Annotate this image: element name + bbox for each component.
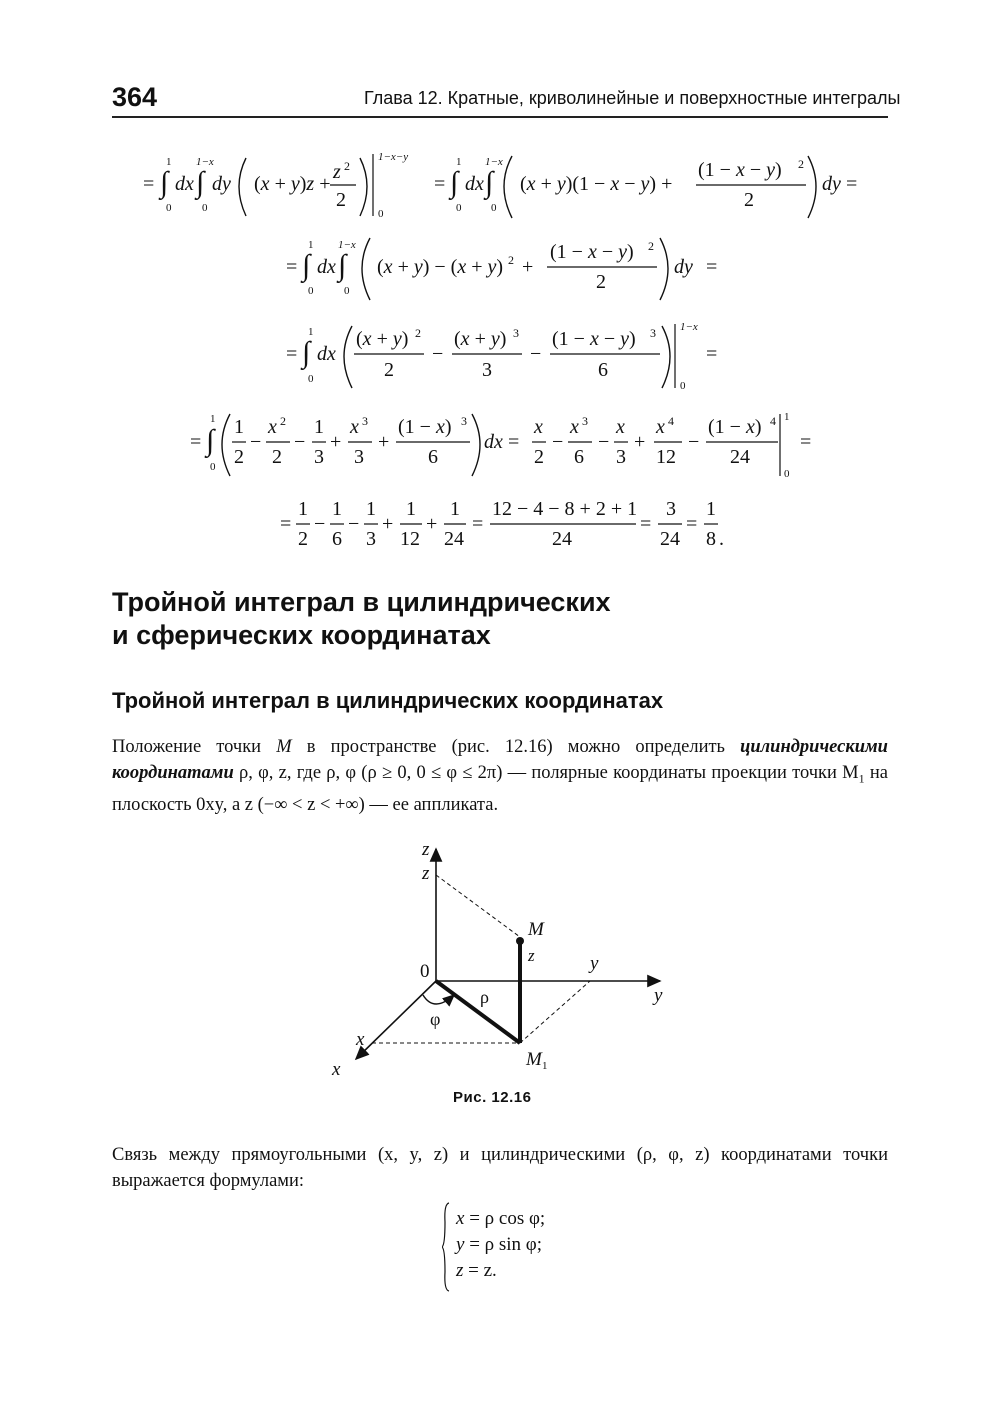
svg-text:y: y (590, 953, 599, 974)
svg-text:−: − (348, 513, 360, 535)
svg-text:+: + (522, 256, 534, 278)
svg-text:6: 6 (574, 446, 584, 468)
svg-text:24: 24 (552, 528, 572, 550)
svg-text:1: 1 (366, 498, 376, 520)
formula-y: y = ρ sin φ; (456, 1234, 543, 1255)
svg-text:+: + (634, 431, 646, 453)
svg-text:=: = (286, 343, 298, 365)
svg-text:3: 3 (362, 414, 368, 428)
svg-text:dx: dx (317, 256, 336, 278)
svg-text:∫: ∫ (206, 424, 215, 457)
header-rule (112, 116, 888, 118)
svg-text:12: 12 (400, 528, 420, 550)
svg-text:3: 3 (366, 528, 376, 550)
svg-text:0: 0 (308, 285, 314, 297)
svg-text:(1 − x): (1 − x) (398, 416, 452, 438)
svg-text:8: 8 (706, 528, 716, 550)
page-number: 364 (112, 82, 158, 112)
svg-text:dx: dx (484, 431, 503, 453)
svg-text:2: 2 (596, 271, 606, 293)
svg-text:3: 3 (666, 498, 676, 520)
svg-text:3: 3 (461, 414, 467, 428)
svg-text:=: = (706, 256, 718, 278)
svg-text:−: − (294, 431, 306, 453)
svg-text:−: − (598, 431, 610, 453)
svg-text:−: − (432, 343, 444, 365)
system-brace (442, 1202, 450, 1292)
svg-text:1: 1 (166, 156, 172, 168)
svg-text:2: 2 (534, 446, 544, 468)
svg-text:∫: ∫ (338, 249, 347, 282)
svg-text:z: z (528, 946, 535, 965)
svg-text:=: = (640, 513, 652, 535)
svg-text:0: 0 (166, 202, 172, 214)
svg-text:∫: ∫ (196, 166, 205, 199)
svg-text:(x + y): (x + y) (356, 328, 409, 350)
svg-text:−: − (314, 513, 326, 535)
svg-text:1: 1 (314, 416, 324, 438)
svg-text:1−x: 1−x (196, 156, 214, 168)
svg-text:0: 0 (420, 961, 430, 982)
svg-text:4: 4 (770, 414, 776, 428)
svg-text:x: x (534, 416, 543, 438)
svg-text:(1 − x − y): (1 − x − y) (552, 328, 636, 350)
svg-text:2: 2 (798, 157, 804, 171)
svg-text:0: 0 (378, 208, 384, 220)
svg-text:M: M (526, 1049, 542, 1070)
svg-text:24: 24 (660, 528, 680, 550)
svg-text:x: x (350, 416, 359, 438)
svg-text:0: 0 (680, 380, 686, 392)
equation-line-3 (286, 321, 717, 392)
svg-text:24: 24 (730, 446, 750, 468)
formula-z: z = z. (456, 1260, 497, 1281)
svg-text:=: = (472, 513, 484, 535)
svg-text:∫: ∫ (302, 336, 311, 369)
figure-cylindrical-coordinates (320, 835, 680, 1085)
svg-text:z: z (422, 839, 430, 860)
svg-text:−: − (530, 343, 542, 365)
svg-text:dy: dy (822, 173, 841, 195)
svg-text:x: x (570, 416, 579, 438)
svg-text:dx: dx (317, 343, 336, 365)
svg-text:∫: ∫ (160, 166, 169, 199)
svg-text:x: x (268, 416, 277, 438)
equation-line-5 (280, 498, 724, 550)
svg-text:(1 − x): (1 − x) (708, 416, 762, 438)
svg-text:2: 2 (744, 189, 754, 211)
running-header: Глава 12. Кратные, криволинейные и поверхностные интегралы (364, 88, 901, 108)
coordinate-system-formulas (446, 1206, 545, 1284)
paragraph-relation: Связь между прямоугольными (x, y, z) и цилиндрическими (ρ, φ, z) координатами точки выражается формулами: (112, 1145, 888, 1191)
svg-text:(1 − x − y): (1 − x − y) (550, 241, 634, 263)
svg-text:0: 0 (491, 202, 497, 214)
svg-text:1: 1 (234, 416, 244, 438)
svg-text:3: 3 (513, 326, 519, 340)
paragraph-cylindrical-definition: Положение точки M в пространстве (рис. 12.16) можно определить цилиндрическими координатами ρ, φ, z, где ρ, φ (ρ ≥ 0, 0 ≤ φ ≤ 2π) — полярные координаты проекции точки $M_1$ на плоскость 0xy, а z (−∞ < z < +∞) — ее аппликата. (112, 737, 888, 815)
svg-text:2: 2 (344, 159, 350, 173)
svg-text:0: 0 (210, 461, 216, 473)
svg-text:24: 24 (444, 528, 464, 550)
svg-text:2: 2 (336, 189, 346, 211)
x-axis (356, 981, 436, 1059)
svg-text:x: x (356, 1029, 365, 1050)
svg-text:1: 1 (210, 413, 216, 425)
point-m (516, 937, 524, 945)
svg-text:6: 6 (428, 446, 438, 468)
svg-text:1: 1 (450, 498, 460, 520)
svg-text:dy: dy (674, 256, 693, 278)
svg-text:−: − (552, 431, 564, 453)
svg-text:3: 3 (616, 446, 626, 468)
svg-text:1: 1 (332, 498, 342, 520)
svg-text:0: 0 (344, 285, 350, 297)
svg-text:12 − 4 − 8 + 2 + 1: 12 − 4 − 8 + 2 + 1 (492, 498, 638, 520)
svg-text:2: 2 (648, 239, 654, 253)
svg-text:∫: ∫ (485, 166, 494, 199)
svg-text:2: 2 (415, 326, 421, 340)
svg-text:2: 2 (280, 414, 286, 428)
equation-line-1 (143, 151, 857, 220)
svg-text:6: 6 (598, 359, 608, 381)
svg-text:1: 1 (784, 411, 790, 423)
svg-text:12: 12 (656, 446, 676, 468)
svg-text:1: 1 (542, 1060, 548, 1072)
svg-text:3: 3 (482, 359, 492, 381)
svg-text:4: 4 (668, 414, 674, 428)
equation-line-4 (190, 411, 811, 480)
svg-text:+: + (426, 513, 438, 535)
svg-text:=: = (434, 173, 446, 195)
svg-text:=: = (686, 513, 698, 535)
svg-text:(x + y): (x + y) (454, 328, 507, 350)
svg-text:0: 0 (308, 373, 314, 385)
svg-text:x: x (332, 1059, 341, 1080)
svg-text:2: 2 (272, 446, 282, 468)
equation-block (0, 130, 1000, 570)
svg-text:1: 1 (308, 239, 314, 251)
svg-text:z: z (333, 161, 341, 183)
svg-text:x: x (616, 416, 625, 438)
svg-text:y: y (654, 985, 663, 1006)
svg-text:φ: φ (430, 1009, 441, 1029)
svg-text:2: 2 (508, 253, 514, 267)
rho-segment (436, 981, 520, 1043)
svg-text:−: − (688, 431, 700, 453)
svg-text:=: = (143, 173, 155, 195)
svg-text:1−x: 1−x (338, 239, 356, 251)
svg-text:0: 0 (202, 202, 208, 214)
section-title: Тройной интеграл в цилиндрических и сферических координатах (112, 587, 611, 650)
svg-text:∫: ∫ (450, 166, 459, 199)
svg-text:−: − (250, 431, 262, 453)
svg-text:ρ: ρ (480, 987, 489, 1007)
svg-text:1−x−y: 1−x−y (378, 151, 409, 163)
svg-text:3: 3 (314, 446, 324, 468)
svg-text:=: = (800, 431, 812, 453)
phi-arc (423, 995, 454, 1004)
svg-text:(x + y)z +: (x + y)z + (254, 173, 331, 195)
svg-text:=: = (706, 343, 718, 365)
svg-text:∫: ∫ (302, 249, 311, 282)
svg-text:3: 3 (650, 326, 656, 340)
svg-text:=: = (846, 173, 858, 195)
svg-text:0: 0 (784, 468, 790, 480)
svg-text:+: + (330, 431, 342, 453)
figure-caption: Рис. 12.16 (453, 1089, 532, 1106)
svg-text:1: 1 (456, 156, 462, 168)
svg-text:=: = (280, 513, 292, 535)
svg-text:.: . (719, 528, 724, 550)
svg-text:(x + y) − (x + y): (x + y) − (x + y) (377, 256, 504, 278)
svg-text:1: 1 (308, 326, 314, 338)
svg-text:3: 3 (582, 414, 588, 428)
svg-text:+: + (378, 431, 390, 453)
svg-text:6: 6 (332, 528, 342, 550)
svg-text:2: 2 (234, 446, 244, 468)
formula-x: x = ρ cos φ; (456, 1208, 546, 1229)
svg-text:+: + (382, 513, 394, 535)
svg-text:3: 3 (354, 446, 364, 468)
svg-text:=: = (508, 431, 520, 453)
svg-text:1−x: 1−x (485, 156, 503, 168)
svg-text:dx: dx (175, 173, 194, 195)
svg-text:=: = (190, 431, 202, 453)
svg-text:2: 2 (384, 359, 394, 381)
equation-line-2 (286, 238, 717, 300)
svg-text:2: 2 (298, 528, 308, 550)
svg-text:z: z (422, 863, 430, 884)
svg-text:(x + y)(1 − x − y) +: (x + y)(1 − x − y) + (520, 173, 673, 195)
svg-text:dx: dx (465, 173, 484, 195)
svg-text:1: 1 (298, 498, 308, 520)
svg-text:1: 1 (406, 498, 416, 520)
svg-text:1: 1 (706, 498, 716, 520)
svg-text:1−x: 1−x (680, 321, 698, 333)
subsection-title: Тройной интеграл в цилиндрических координатах (112, 688, 664, 713)
svg-text:M: M (528, 919, 544, 940)
svg-text:x: x (656, 416, 665, 438)
svg-text:0: 0 (456, 202, 462, 214)
svg-text:dy: dy (212, 173, 231, 195)
svg-text:=: = (286, 256, 298, 278)
svg-text:(1 − x − y): (1 − x − y) (698, 159, 782, 181)
